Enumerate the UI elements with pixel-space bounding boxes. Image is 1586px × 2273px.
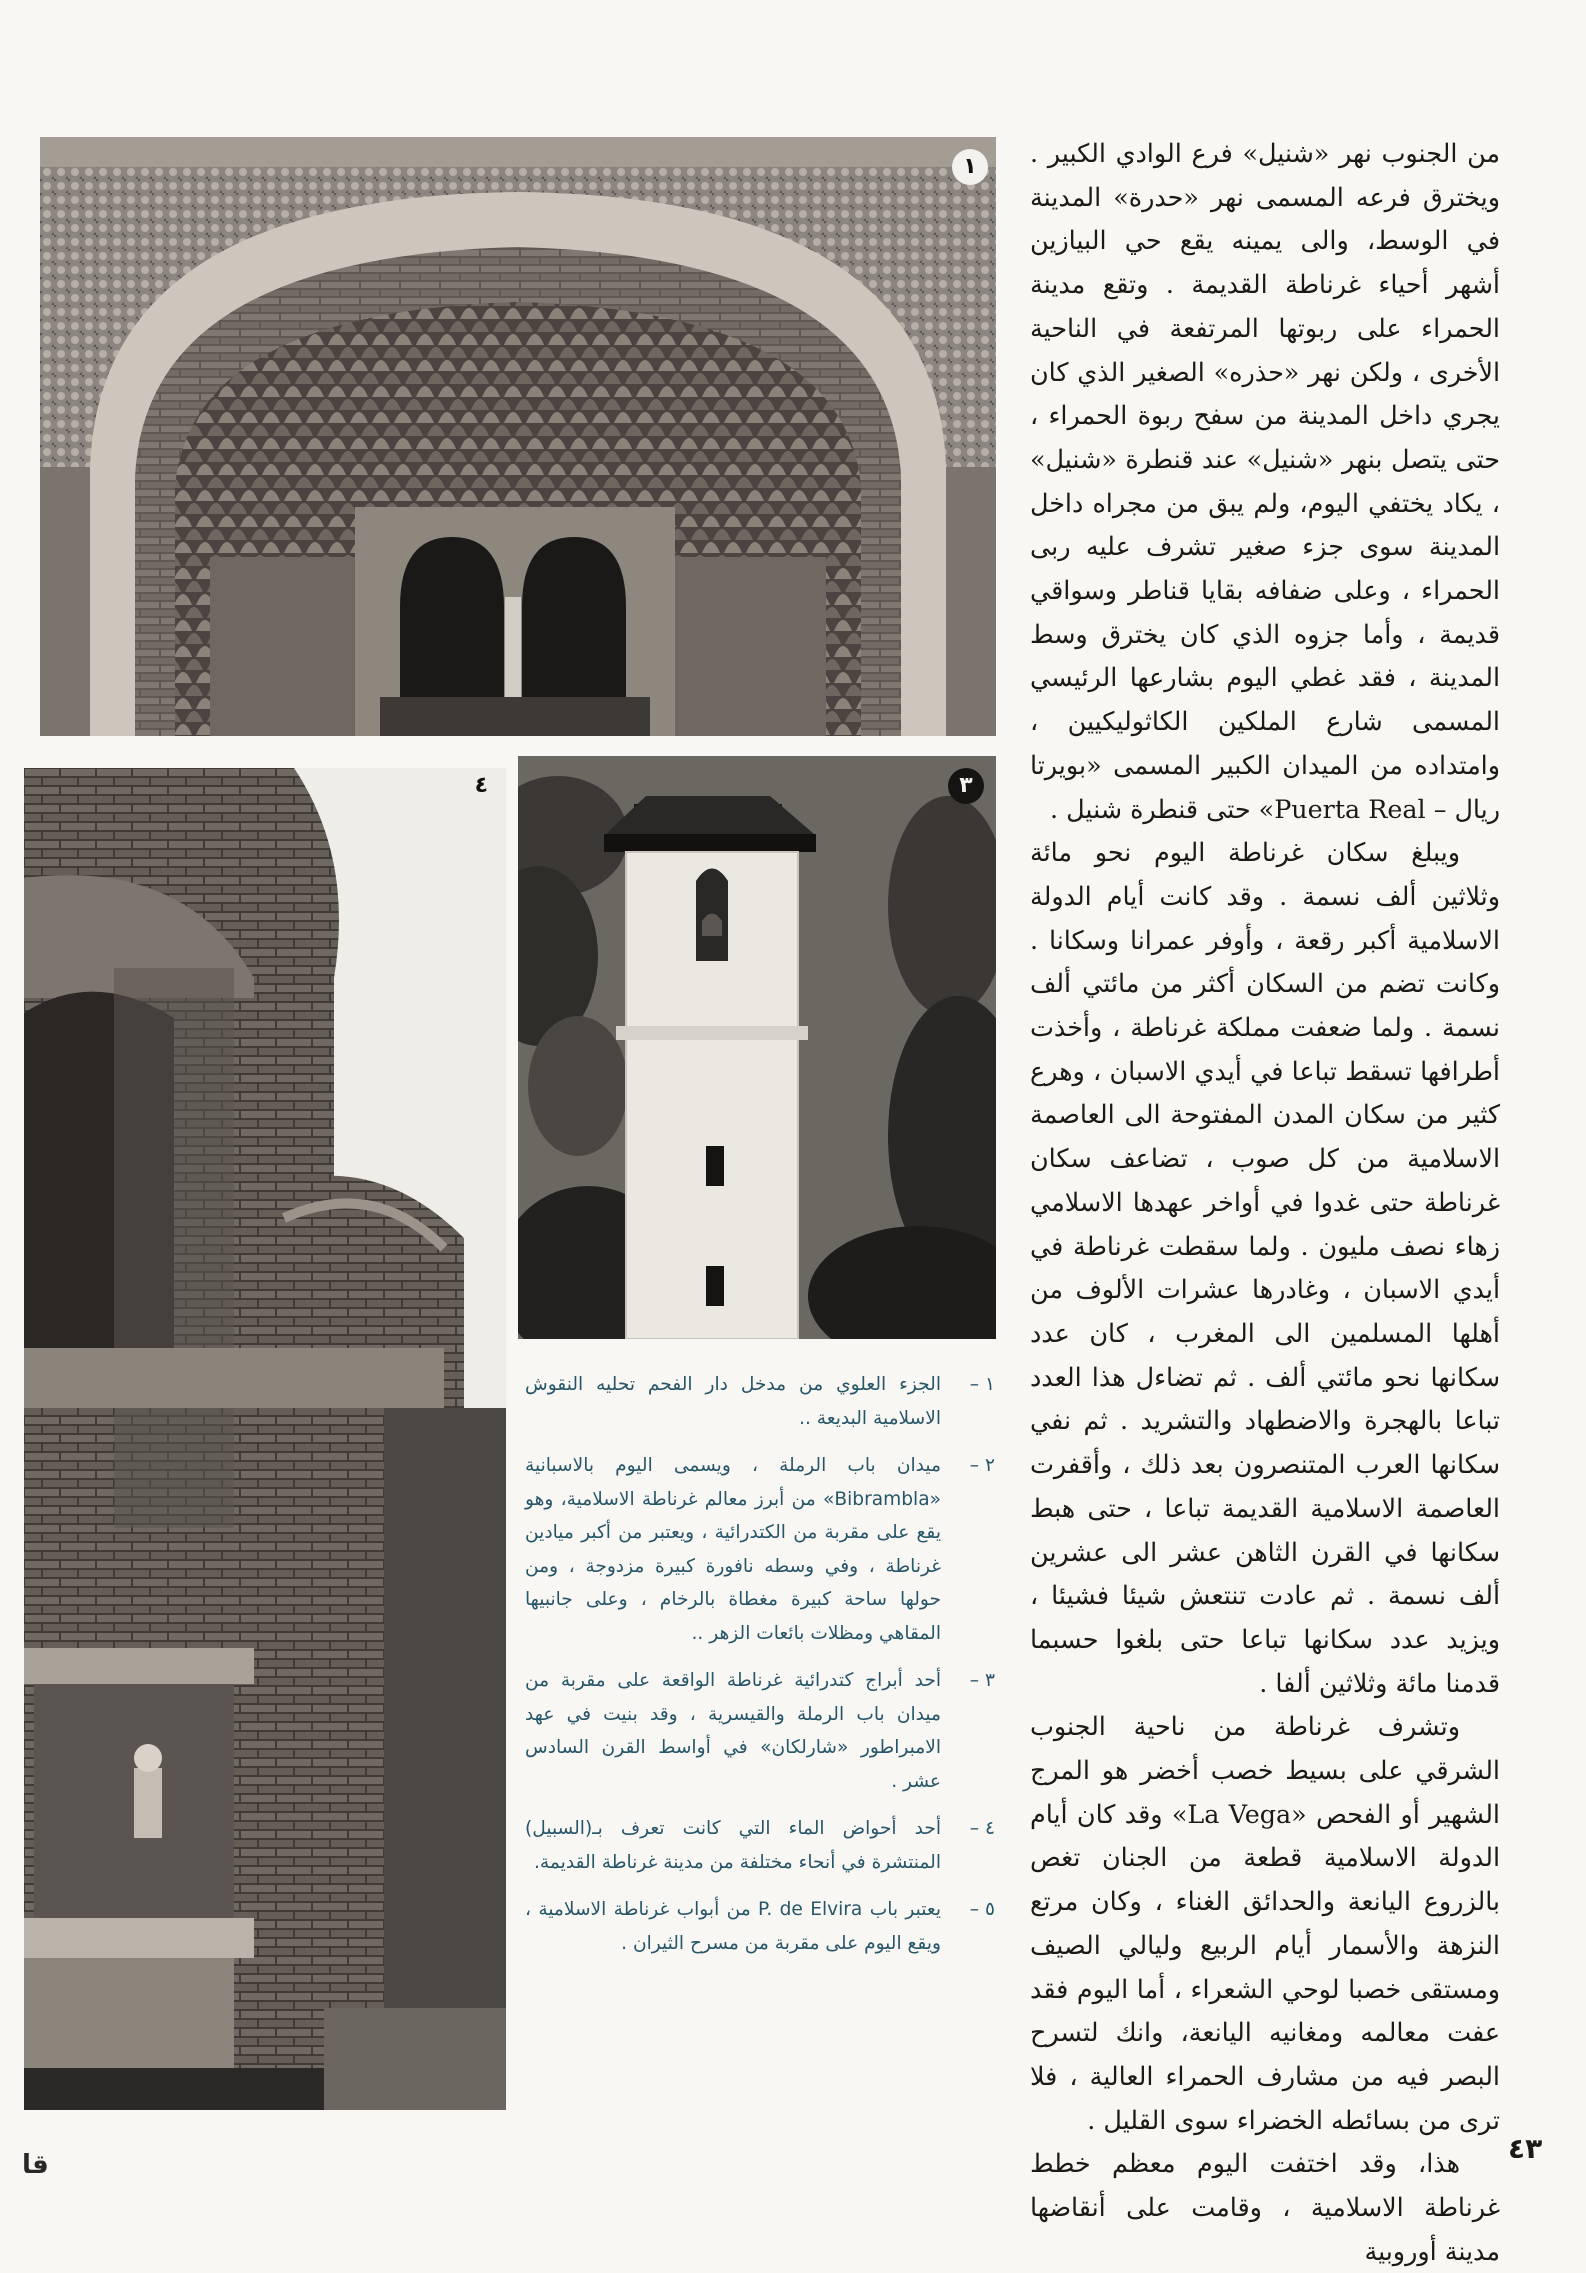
photo-3-number: ٣ <box>948 768 984 804</box>
caption-item <box>525 1449 995 1650</box>
caption-text: أحد أحواض الماء التي كانت تعرف بـ(السبيل) المنتشرة في أنحاء مختلفة من مدينة غرناطة القديمة. <box>525 1818 941 1873</box>
photo-captions <box>525 1368 995 1974</box>
body-text <box>1030 132 1500 2273</box>
caption-number: ٣ – <box>969 1670 995 1691</box>
caption-number: ٥ – <box>969 1899 995 1920</box>
caption-item <box>525 1893 995 1960</box>
arch-illustration <box>40 137 996 736</box>
caption-item <box>525 1368 995 1435</box>
caption-text: يعتبر باب P. de Elvira من أبواب غرناطة الاسلامية ، ويقع اليوم على مقربة من مسرح الثيران . <box>525 1899 942 1954</box>
caption-text: أحد أبراج كتدرائية غرناطة الواقعة على مقربة من ميدان باب الرملة والقيسرية ، وقد بنيت في عهد الامبراطور «شارلكان» في أواسط القرن السادس عشر . <box>525 1670 941 1792</box>
body-paragraph: وتشرف غرناطة من ناحية الجنوب الشرقي على بسيط خصب أخضر هو المرج الشهير أو الفحص «La Vega» وقد كان أيام الدولة الاسلامية قطعة من الجنان تغص بالزروع اليانعة والحدائق الغناء ، وكان مرتع النزهة والأسمار أيام الربيع وليالي الصيف ومستقى خصبا لوحي الشعراء ، أما اليوم فقد عفت معالمه ومغانيه اليانعة، وانك لتسرح البصر فيه من مشارف الحمراء العالية ، فلا ترى من بسائطه الخضراء سوى القليل . <box>1030 1711 1500 2135</box>
caption-item <box>525 1812 995 1879</box>
photo-cathedral-tower <box>518 756 996 1339</box>
caption-number: ١ – <box>969 1374 995 1395</box>
caption-number: ٤ – <box>969 1818 995 1839</box>
running-head: قا <box>22 2150 49 2180</box>
tower-illustration <box>518 756 996 1339</box>
page-number: ٤٣ <box>1508 2132 1543 2165</box>
caption-number: ٢ – <box>969 1455 995 1476</box>
caption-text: ميدان باب الرملة ، ويسمى اليوم بالاسبانية «Bibrambla» من أبرز معالم غرناطة الاسلامية، وهو يقع على مقربة من الكتدرائية ، ويعتبر من أكبر ميادين غرناطة ، وفي وسطه نافورة كبيرة مزدوجة ، ومن حولها ساحة كبيرة مغطاة بالرخام ، وعلى جانبيها المقاهي ومظلات بائعات الزهر .. <box>525 1455 941 1644</box>
photo-water-fountain <box>24 768 506 2110</box>
fountain-illustration <box>24 768 506 2110</box>
body-paragraph: هذا، وقد اختفت اليوم معظم خطط غرناطة الاسلامية ، وقامت على أنقاضها مدينة أوروبية <box>1030 2148 1500 2266</box>
photo-4-number: ٤ <box>474 773 488 798</box>
caption-text: الجزء العلوي من مدخل دار الفحم تحليه النقوش الاسلامية البديعة .. <box>525 1374 941 1429</box>
body-paragraph: من الجنوب نهر «شنيل» فرع الوادي الكبير . ويخترق فرعه المسمى نهر «حدرة» المدينة في الوسط، والى يمينه يقع حي البيازين أشهر أحياء غرناطة القديمة . وتقع مدينة الحمراء على ربوتها المرتفعة في الناحية الأخرى ، ولكن نهر «حذره» الصغير الذي كان يجري داخل المدينة من سفح ربوة الحمراء ، حتى يتصل بنهر «شنيل» عند قنطرة «شنيل» ، يكاد يختفي اليوم، ولم يبق من مجراه داخل المدينة سوى جزء صغير تشرف عليه ربى الحمراء ، وعلى ضفافه بقايا قناطر وسواقي قديمة ، وأما جزوه الذي كان يخترق وسط المدينة ، فقد غطي اليوم بشارعها الرئيسي المسمى شارع الملكين الكاثوليكيين ، وامتداده من الميدان الكبير المسمى «بويرتا ريال – Puerta Real» حتى قنطرة شنيل . <box>1030 138 1500 824</box>
photo-1-number: ١ <box>952 149 988 185</box>
photo-arch-corral-del-carbon <box>40 137 996 736</box>
caption-item <box>525 1664 995 1798</box>
body-paragraph: ويبلغ سكان غرناطة اليوم نحو مائة وثلاثين ألف نسمة . وقد كانت أيام الدولة الاسلامية أكبر رقعة ، وأوفر عمرانا وسكانا . وكانت تضم من السكان أكثر من مائتي ألف نسمة . ولما ضعفت مملكة غرناطة ، وأخذت أطرافها تسقط تباعا في أيدي الاسبان ، وهرع كثير من سكان المدن المفتوحة الى العاصمة الاسلامية من كل صوب ، تضاعف سكان غرناطة حتى غدوا في أواخر عهدها الاسلامي زهاء نصف مليون . ولما سقطت غرناطة في أيدي الاسبان ، وغادرها عشرات الألوف من أهلها المسلمين الى المغرب ، كان عدد سكانها نحو مائتي ألف . ثم تضاءل هذا العدد تباعا بالهجرة والاضطهاد والتشريد . ثم نفي سكانها العرب المتنصرون بعد ذلك ، وأقفرت العاصمة الاسلامية القديمة تباعا ، حتى هبط سكانها في القرن الثاهن عشر الى عشرين ألف نسمة . ثم عادت تنتعش شيئا فشيئا ، ويزيد عدد سكانها تباعا حتى بلغوا حسبما قدمنا مائة وثلاثين ألفا . <box>1030 837 1500 1698</box>
